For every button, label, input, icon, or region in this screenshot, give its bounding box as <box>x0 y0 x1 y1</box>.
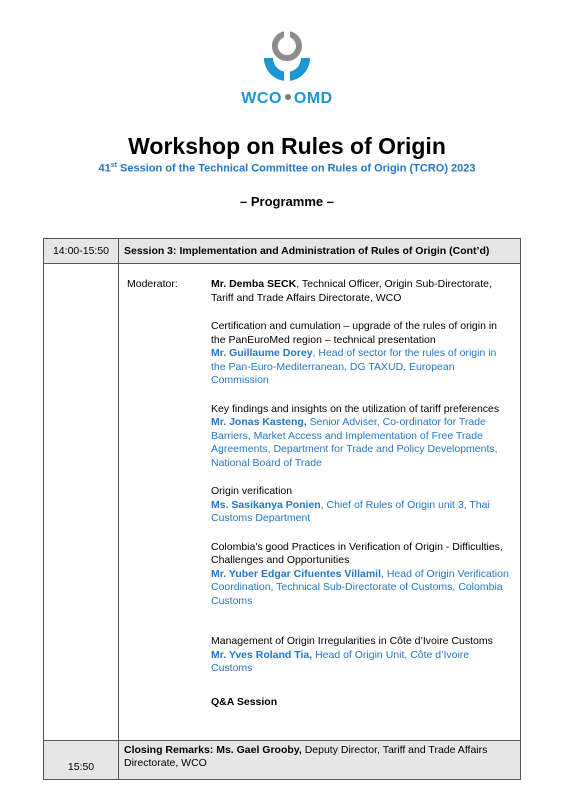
list-item <box>211 485 511 526</box>
wco-emblem-icon <box>260 30 314 86</box>
entry-speaker-line <box>211 347 511 388</box>
speaker-list <box>211 278 511 709</box>
moderator-name: Mr. Demba SECK <box>211 278 297 290</box>
entry-role: Head of Origin Unit, Côte d’Ivoire Customs <box>211 648 470 674</box>
session-title: Session 3: Implementation and Administration of Rules of Origin (Cont’d) <box>119 239 521 264</box>
entry-speaker-line <box>211 568 511 609</box>
logo-dot <box>285 94 291 100</box>
list-item <box>211 403 511 471</box>
qa-session <box>211 696 511 710</box>
entry-speaker-line <box>211 499 511 526</box>
entry-topic: Colombia's good Practices in Verification of Origin - Difficulties, Challenges and Opportunities <box>211 540 503 566</box>
session-header-row <box>44 239 521 264</box>
entry-speaker: Mr. Guillaume Dorey <box>211 347 313 359</box>
logo-omd: OMD <box>293 90 333 107</box>
page-title: Workshop on Rules of Origin <box>128 133 446 159</box>
entry-speaker-line <box>211 649 511 676</box>
closing-time: 15:50 <box>44 741 119 780</box>
session-body-row <box>44 264 521 741</box>
programme-table <box>43 238 521 780</box>
session-time: 14:00-15:50 <box>44 239 119 264</box>
list-item <box>211 635 511 676</box>
closing-label: Closing Remarks: Ms. Gael Grooby, <box>124 744 302 756</box>
logo-wordmark <box>0 90 574 108</box>
entry-topic: Origin verification <box>211 485 293 497</box>
closing-row <box>44 741 521 780</box>
list-item <box>211 320 511 388</box>
session-body <box>119 264 521 741</box>
closing-rest: Deputy Director, Tariff and Trade Affairs Directorate, WCO <box>124 744 488 769</box>
logo-wco: WCO <box>241 90 282 107</box>
page-subtitle <box>0 162 574 175</box>
entry-role: , Head of Origin Verification Coordination, Technical Sub-Directorate of Customs, Colombia Customs <box>211 567 509 607</box>
entry-topic: Key findings and insights on the utilization of tariff preferences <box>211 402 500 415</box>
programme-heading: – Programme – <box>240 194 334 209</box>
entry-role: , Chief of Rules of Origin unit 3, Thai Customs Department <box>211 498 490 524</box>
closing-remarks <box>119 741 521 780</box>
moderator-label: Moderator: <box>127 278 178 290</box>
qa-label: Q&A Session <box>211 695 278 708</box>
subtitle-rest: Session of the Technical Committee on Rules of Origin (TCRO) 2023 <box>116 162 476 175</box>
subtitle-suffix: st <box>110 162 117 169</box>
entry-topic: Certification and cumulation – upgrade of the rules of origin in the PanEuroMed region – technical presentation <box>211 320 498 346</box>
entry-topic: Management of Origin Irregularities in Côte d’Ivoire Customs <box>211 635 493 647</box>
wco-logo <box>0 30 574 108</box>
entry-role: Senior Adviser, Co-ordinator for Trade Barriers, Market Access and Implementation of Free Trade Agreements, Department for Trade and Policy Developments, National Board of Trade <box>211 416 498 469</box>
entry-speaker: Mr. Yuber Edgar Cifuentes Villamil <box>211 567 381 580</box>
subtitle-ordinal: 41 <box>98 162 111 175</box>
entry-role: , Head of sector for the rules of origin in the Pan-Euro-Mediterranean, DG TAXUD, European Commission <box>211 347 497 386</box>
entry-speaker: Ms. Sasikanya Ponien <box>211 498 321 511</box>
entry-speaker: Mr. Jonas Kasteng, <box>211 416 307 428</box>
entry-speaker: Mr. Yves Roland Tia, <box>211 648 313 661</box>
entry-speaker-line <box>211 416 511 470</box>
moderator-role: , Technical Officer, Origin Sub-Directorate, Tariff and Trade Affairs Directorate, WCO <box>211 278 492 304</box>
moderator-entry <box>211 278 511 305</box>
list-item <box>211 541 511 609</box>
session-body-time <box>44 264 119 741</box>
